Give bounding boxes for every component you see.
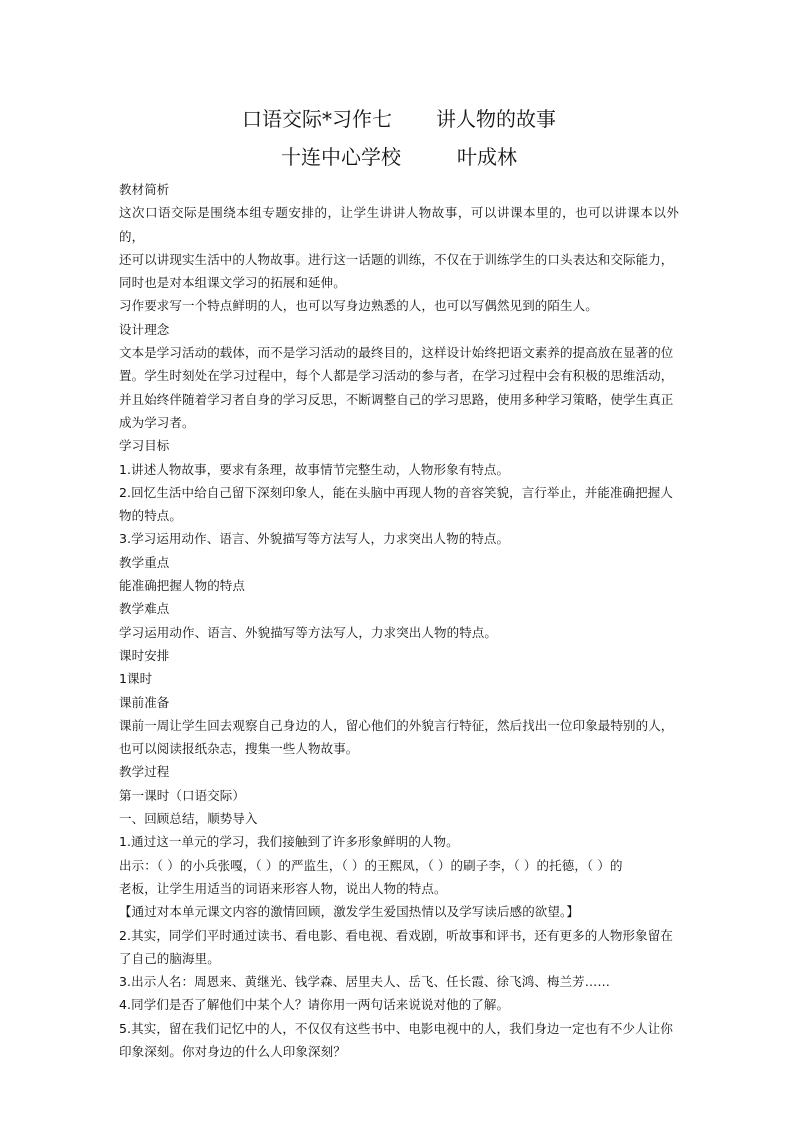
document-page — [119, 100, 679, 1063]
text-line: 2.其实，同学们平时通过读书、看电影、看电视、看戏剧，听故事和评书，还有更多的人物形象留在 — [119, 927, 673, 943]
title-part-2: 讲人物的故事 — [436, 107, 556, 131]
document-body — [119, 178, 679, 1063]
text-line: 教学过程 — [119, 764, 170, 780]
text-line: 了自己的脑海里。 — [119, 950, 220, 966]
text-line: 还可以讲现实生活中的人物故事。进行这一话题的训练，不仅在于训练学生的口头表达和交际能力， — [119, 251, 674, 267]
document-title — [119, 100, 679, 138]
text-line: 置。学生时刻处在学习过程中，每个人都是学习活动的参与者，在学习过程中会有积极的思维活动， — [119, 368, 674, 384]
text-line: 3.出示人名：周恩来、黄继光、钱学森、居里夫人、岳飞、任长霞、徐飞鸿、梅兰芳…… — [119, 974, 610, 990]
text-line: 也可以阅读报纸杂志，搜集一些人物故事。 — [119, 741, 359, 757]
text-line: 物的特点。 — [119, 508, 183, 524]
document-byline — [119, 138, 679, 176]
text-line: 1.讲述人物故事，要求有条理，故事情节完整生动，人物形象有特点。 — [119, 461, 510, 477]
text-line: 学习运用动作、语言、外貌描写等方法写人，力求突出人物的特点。 — [119, 624, 498, 640]
text-line: 5.其实，留在我们记忆中的人，不仅仅有这些书中、电影电视中的人，我们身边一定也有不少人让你 — [119, 1020, 673, 1036]
school-name: 十连中心学校 — [281, 145, 401, 169]
text-line: 课前一周让学生回去观察自己身边的人，留心他们的外貌言行特征，然后找出一位印象最特别的人， — [119, 717, 674, 733]
text-line: 习作要求写一个特点鲜明的人，也可以写身边熟悉的人，也可以写偶然见到的陌生人。 — [119, 298, 598, 314]
text-line: 出示：（ ）的小兵张嘎，（ ）的严监生，（ ）的王熙凤，（ ）的刷子李，（ ）的托德，（ ）的 — [119, 857, 623, 873]
text-line: 1课时 — [119, 671, 153, 687]
text-line: 教材简析 — [119, 182, 170, 197]
text-line: 4.同学们是否了解他们中某个人？请你用一两句话来说说对他的了解。 — [119, 997, 510, 1013]
text-line: 这次口语交际是围绕本组专题安排的，让学生讲讲人物故事，可以讲课本里的，也可以讲课本以外的， — [119, 205, 679, 244]
text-line: 文本是学习活动的载体，而不是学习活动的最终目的，这样设计始终把语文素养的提高放在显著的位 — [119, 345, 674, 361]
text-line: 课时安排 — [119, 647, 170, 663]
text-line: 3.学习运用动作、语言、外貌描写等方法写人，力求突出人物的特点。 — [119, 531, 510, 547]
text-line: 并且始终伴随着学习者自身的学习反思，不断调整自己的学习思路，使用多种学习策略，使学生真正 — [119, 391, 674, 407]
text-line: 老板，让学生用适当的词语来形容人物，说出人物的特点。 — [119, 880, 447, 896]
title-part-1: 口语交际*习作七 — [242, 107, 392, 131]
text-line: 教学难点 — [119, 601, 170, 617]
author-name: 叶成林 — [457, 145, 517, 169]
text-line: 设计理念 — [119, 321, 170, 337]
text-line: 印象深刻。你对身边的什么人印象深刻？ — [119, 1043, 346, 1059]
text-line: 同时也是对本组课文学习的拓展和延伸。 — [119, 275, 346, 291]
text-line: 学习目标 — [119, 438, 170, 454]
text-line: 成为学习者。 — [119, 414, 195, 430]
text-line: 一、回顾总结，顺势导入 — [119, 811, 258, 827]
text-line: 第一课时（口语交际） — [119, 787, 246, 803]
text-line: 教学重点 — [119, 554, 170, 570]
text-line: 2.回忆生活中给自己留下深刻印象人，能在头脑中再现人物的音容笑貌，言行举止，并能准确把握人 — [119, 484, 673, 500]
text-line: 1.通过这一单元的学习，我们接触到了许多形象鲜明的人物。 — [119, 834, 459, 850]
text-line: 【通过对本单元课文内容的激情回顾，激发学生爱国热情以及学写读后感的欲望。】 — [119, 904, 579, 920]
text-line: 能准确把握人物的特点 — [119, 578, 246, 594]
text-line: 课前准备 — [119, 694, 170, 710]
